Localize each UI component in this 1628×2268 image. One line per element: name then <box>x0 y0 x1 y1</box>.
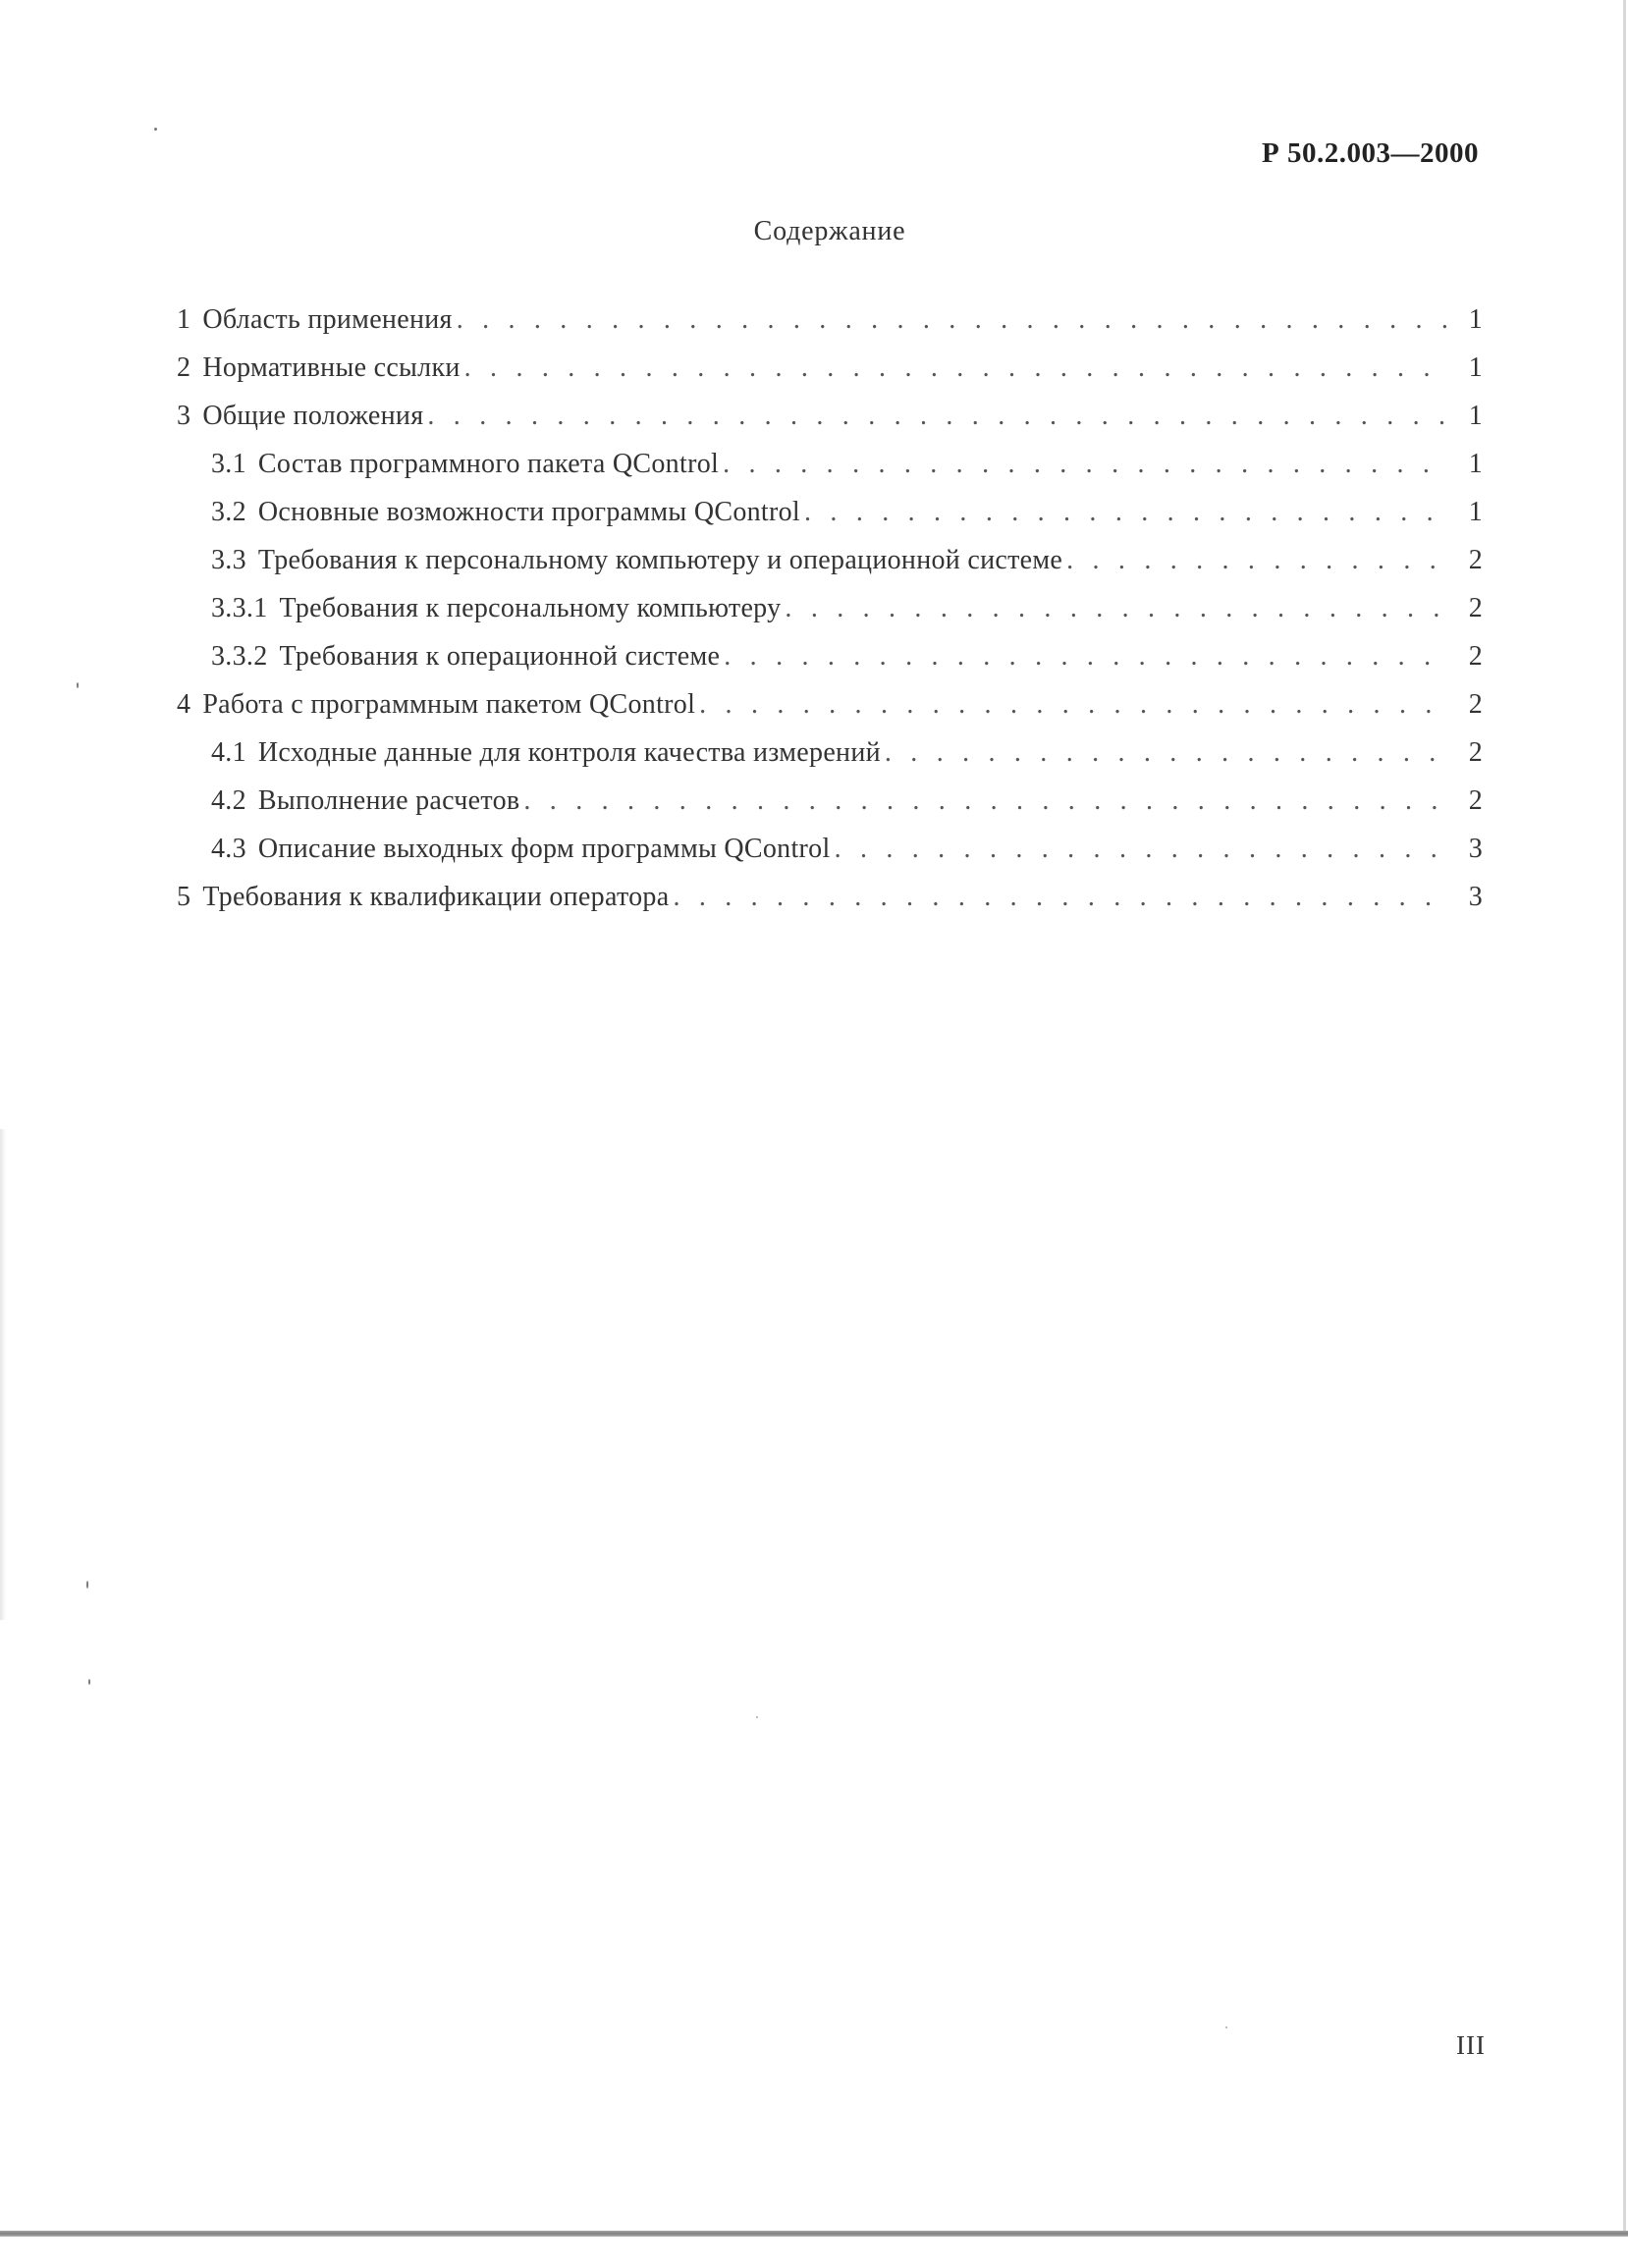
toc-item-title: Требования к персональному компьютеру и операционной системе <box>257 545 1063 575</box>
toc-item-number: 5 <box>177 882 191 912</box>
toc-item-page: 3 <box>1468 834 1483 864</box>
toc-item[interactable] <box>177 449 1483 497</box>
toc-leader-dots <box>785 593 1447 624</box>
toc-item-page: 3 <box>1468 882 1483 912</box>
toc-item-page: 2 <box>1468 641 1483 672</box>
toc-item[interactable] <box>177 545 1483 593</box>
toc-item-title: Требования к квалификации оператора <box>202 882 670 912</box>
toc-item-title: Нормативные ссылки <box>202 352 461 383</box>
toc-item-number: 3.2 <box>211 497 246 527</box>
toc-leader-dots <box>723 449 1447 480</box>
toc-item-title: Состав программного пакета QControl <box>257 449 720 479</box>
document-code: Р 50.2.003—2000 <box>1262 137 1479 169</box>
toc-item-number: 3.3.1 <box>211 593 268 623</box>
toc-item-page: 1 <box>1468 449 1483 479</box>
toc-item-number: 4.1 <box>211 737 246 768</box>
toc-item-title: Общие положения <box>202 401 424 431</box>
toc-item-number: 3 <box>177 401 191 431</box>
toc-leader-dots <box>427 401 1447 432</box>
toc-item-title: Работа с программным пакетом QControl <box>202 689 696 720</box>
toc-item-number: 3.3.2 <box>211 641 268 672</box>
toc-item[interactable] <box>177 882 1483 930</box>
scan-speck <box>77 682 79 688</box>
toc-item[interactable] <box>177 401 1483 449</box>
toc-item-title: Область применения <box>202 304 453 335</box>
toc-leader-dots <box>464 352 1447 384</box>
toc-item[interactable] <box>177 834 1483 882</box>
scan-speck <box>1225 2026 1227 2028</box>
toc-item-title: Основные возможности программы QControl <box>257 497 801 527</box>
toc-leader-dots <box>523 785 1447 817</box>
toc-item[interactable] <box>177 497 1483 545</box>
toc-item-title: Требования к операционной системе <box>279 641 721 672</box>
toc-item-title: Требования к персональному компьютеру <box>279 593 782 623</box>
scan-edge-right <box>1623 0 1626 2231</box>
toc-item-title: Исходные данные для контроля качества измерений <box>257 737 881 768</box>
toc-item-page: 2 <box>1468 545 1483 575</box>
scan-speck <box>154 128 157 131</box>
toc-leader-dots <box>724 641 1447 673</box>
toc-item-number: 1 <box>177 304 191 335</box>
toc-item-page: 2 <box>1468 689 1483 720</box>
toc-leader-dots <box>835 834 1447 865</box>
toc-leader-dots <box>699 689 1447 721</box>
toc-item-page: 1 <box>1468 497 1483 527</box>
toc-leader-dots <box>885 737 1447 769</box>
page-number: III <box>1456 2030 1486 2060</box>
toc-leader-dots <box>1066 545 1447 576</box>
toc-leader-dots <box>804 497 1447 528</box>
toc-item-page: 1 <box>1468 352 1483 383</box>
scan-speck <box>86 1581 88 1589</box>
scan-edge-bottom <box>0 2231 1628 2237</box>
toc-item-number: 4.3 <box>211 834 246 864</box>
toc-item-title: Описание выходных форм программы QControl <box>257 834 831 864</box>
toc-item[interactable] <box>177 737 1483 785</box>
toc-item[interactable] <box>177 352 1483 401</box>
toc-item[interactable] <box>177 593 1483 641</box>
toc-item-page: 2 <box>1468 737 1483 768</box>
table-of-contents <box>177 304 1483 930</box>
toc-item-number: 4 <box>177 689 191 720</box>
toc-item[interactable] <box>177 689 1483 737</box>
scan-speck <box>756 1716 758 1718</box>
toc-item-page: 1 <box>1468 401 1483 431</box>
toc-leader-dots <box>457 304 1447 336</box>
toc-item-page: 2 <box>1468 593 1483 623</box>
toc-item-number: 4.2 <box>211 785 246 816</box>
toc-item[interactable] <box>177 304 1483 352</box>
scan-edge-left <box>0 1129 6 1620</box>
toc-item-number: 3.3 <box>211 545 246 575</box>
toc-item-page: 1 <box>1468 304 1483 335</box>
toc-item-title: Выполнение расчетов <box>257 785 520 816</box>
toc-item-number: 3.1 <box>211 449 246 479</box>
toc-item-number: 2 <box>177 352 191 383</box>
toc-leader-dots <box>673 882 1447 913</box>
scan-speck <box>88 1679 90 1685</box>
toc-item[interactable] <box>177 785 1483 834</box>
toc-heading: Содержание <box>753 216 906 246</box>
toc-item[interactable] <box>177 641 1483 689</box>
toc-item-page: 2 <box>1468 785 1483 816</box>
